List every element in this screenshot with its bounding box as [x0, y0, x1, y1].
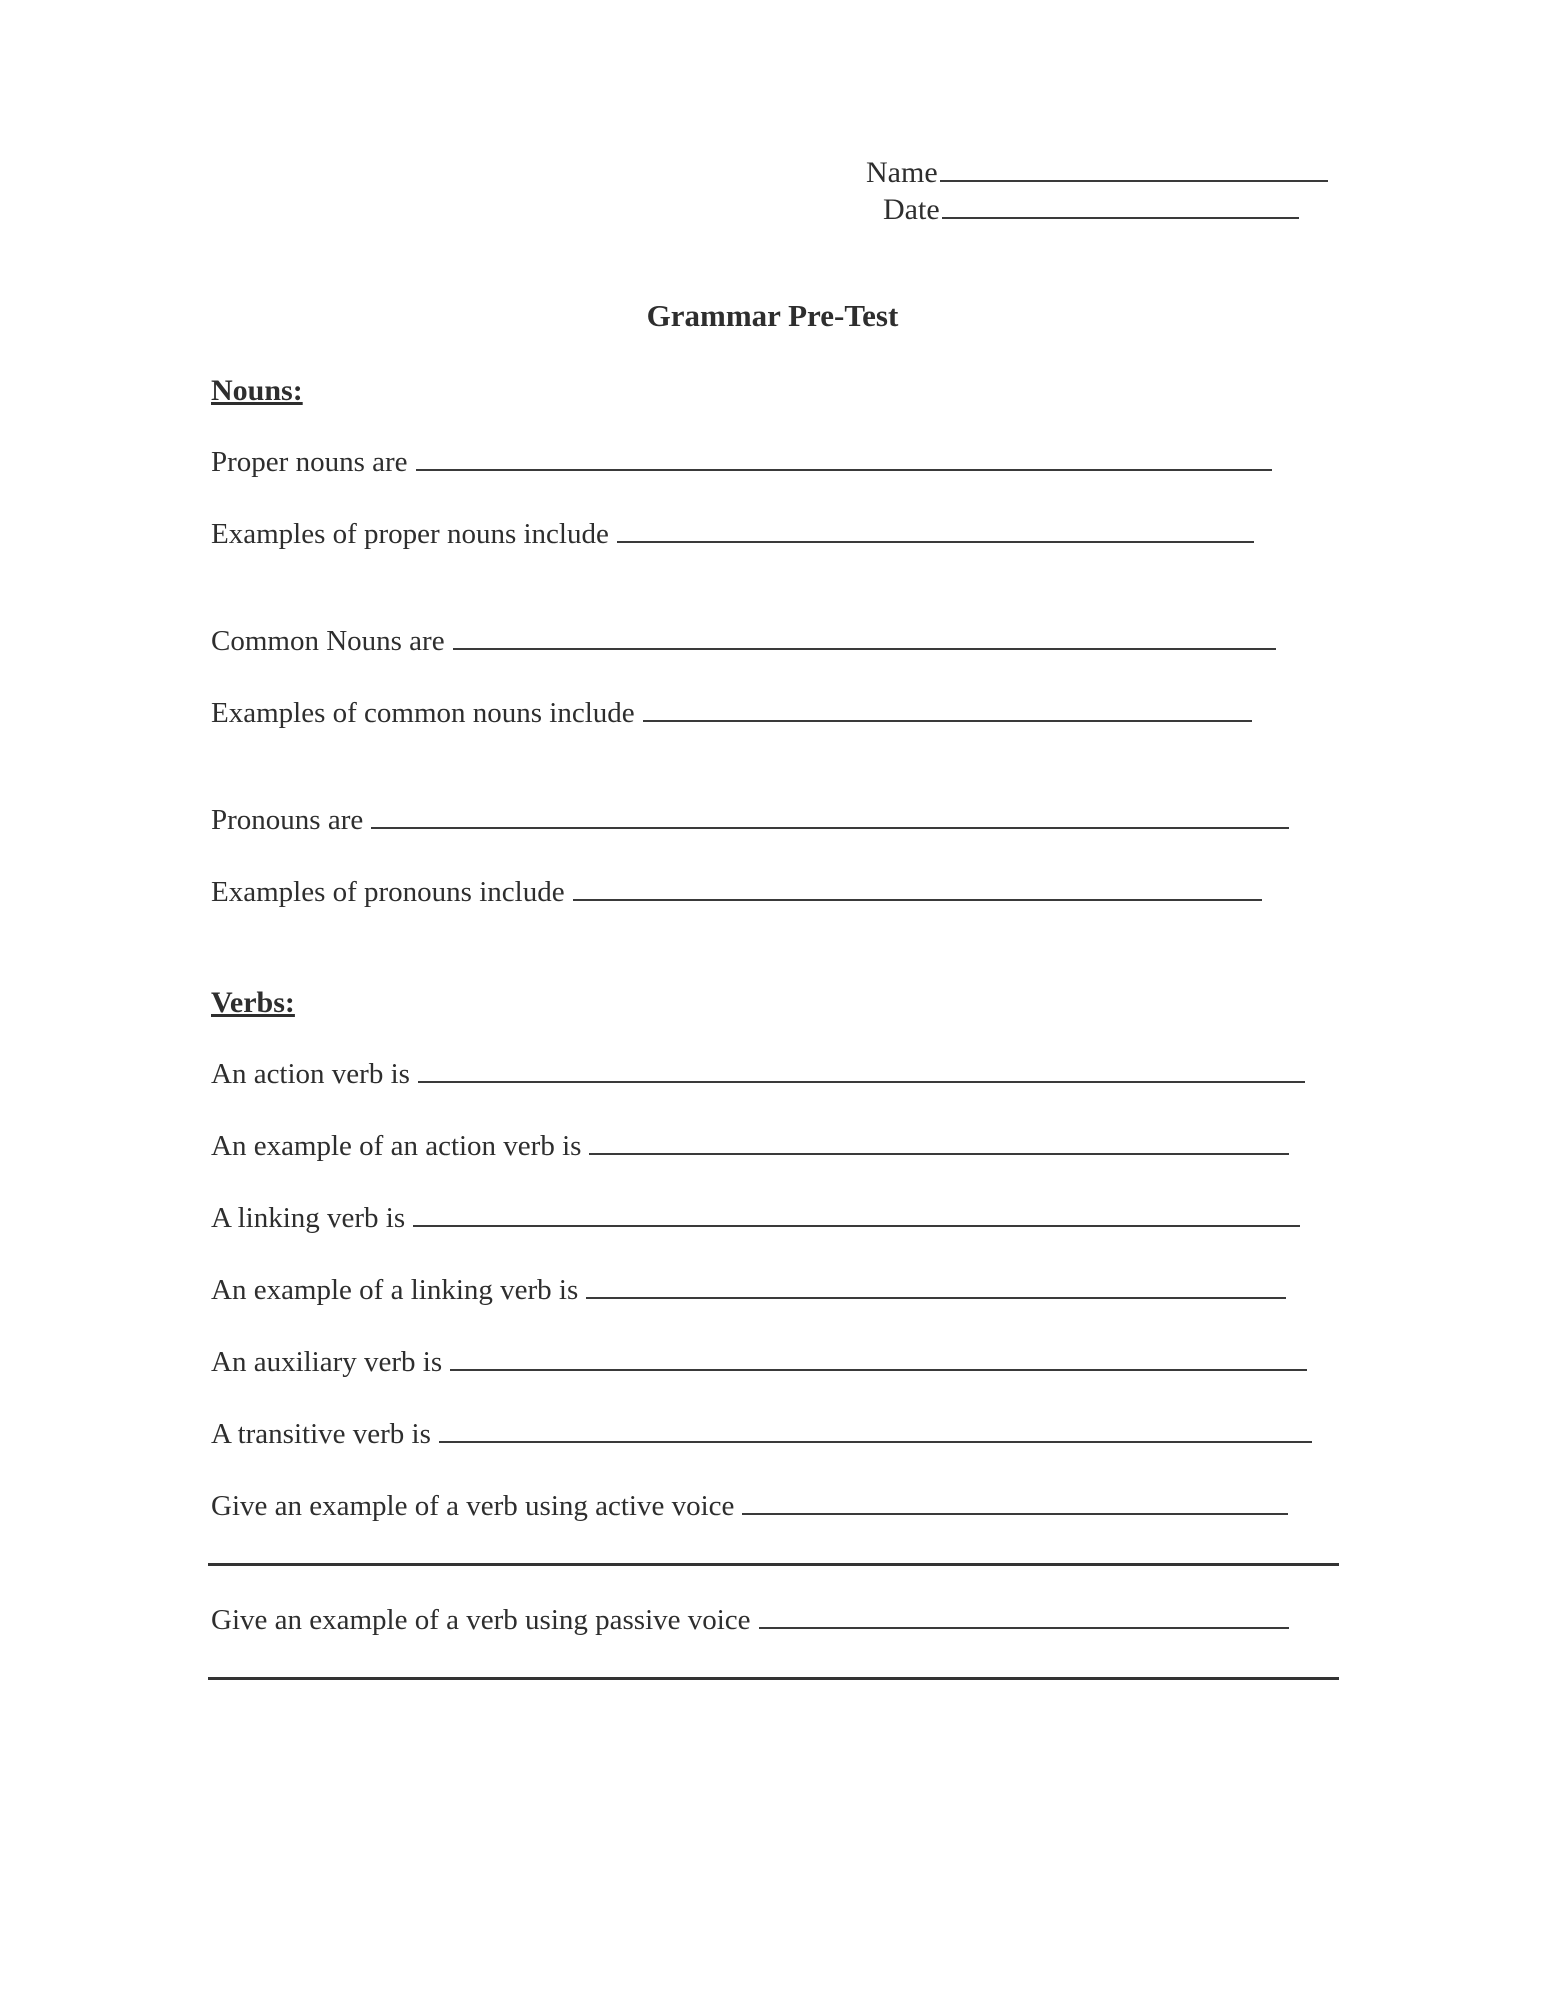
- question-passive-voice: [211, 1602, 1289, 1638]
- answer-line[interactable]: [742, 1491, 1288, 1515]
- nouns-heading: Nouns:: [211, 374, 303, 407]
- question-label: An auxiliary verb is: [211, 1346, 443, 1378]
- answer-line[interactable]: [617, 519, 1254, 543]
- answer-line[interactable]: [573, 877, 1262, 901]
- question-label: Examples of common nouns include: [211, 697, 635, 729]
- answer-line[interactable]: [450, 1347, 1307, 1371]
- question-pronouns: [211, 802, 1289, 838]
- answer-line[interactable]: [416, 447, 1272, 471]
- date-field-line[interactable]: [942, 193, 1299, 219]
- question-linking-verb: [211, 1200, 1300, 1236]
- answer-line[interactable]: [453, 626, 1276, 650]
- verbs-heading: Verbs:: [211, 986, 295, 1019]
- answer-line[interactable]: [589, 1131, 1289, 1155]
- active-voice-answer-rule[interactable]: [208, 1563, 1339, 1566]
- answer-line[interactable]: [418, 1059, 1305, 1083]
- question-label: A transitive verb is: [211, 1418, 431, 1450]
- question-label: Examples of pronouns include: [211, 876, 565, 908]
- name-row: [866, 155, 1328, 191]
- date-label: Date: [883, 193, 940, 226]
- question-auxiliary-verb: [211, 1344, 1307, 1380]
- question-label: An example of a linking verb is: [211, 1274, 579, 1306]
- question-label: Give an example of a verb using active voice: [211, 1490, 735, 1522]
- question-label: An example of an action verb is: [211, 1130, 582, 1162]
- answer-line[interactable]: [439, 1419, 1312, 1443]
- answer-line[interactable]: [759, 1605, 1289, 1629]
- passive-voice-answer-rule[interactable]: [208, 1677, 1339, 1680]
- name-field-line[interactable]: [940, 156, 1328, 182]
- answer-line[interactable]: [643, 698, 1252, 722]
- question-label: Give an example of a verb using passive voice: [211, 1604, 751, 1636]
- page-title: Grammar Pre-Test: [646, 298, 899, 333]
- question-transitive-verb: [211, 1416, 1312, 1452]
- question-proper-nouns: [211, 444, 1272, 480]
- question-label: Examples of proper nouns include: [211, 518, 609, 550]
- answer-line[interactable]: [586, 1275, 1286, 1299]
- question-proper-nouns-examples: [211, 516, 1254, 552]
- question-label: Common Nouns are: [211, 625, 445, 657]
- question-action-verb-example: [211, 1128, 1289, 1164]
- question-label: An action verb is: [211, 1058, 410, 1090]
- question-linking-verb-example: [211, 1272, 1286, 1308]
- question-active-voice: [211, 1488, 1288, 1524]
- question-common-nouns-examples: [211, 695, 1252, 731]
- date-row: [883, 192, 1299, 228]
- answer-line[interactable]: [413, 1203, 1300, 1227]
- answer-line[interactable]: [371, 805, 1289, 829]
- question-label: Pronouns are: [211, 804, 364, 836]
- question-label: A linking verb is: [211, 1202, 406, 1234]
- name-label: Name: [866, 156, 938, 189]
- question-label: Proper nouns are: [211, 446, 408, 478]
- question-pronouns-examples: [211, 874, 1262, 910]
- question-common-nouns: [211, 623, 1276, 659]
- question-action-verb: [211, 1056, 1305, 1092]
